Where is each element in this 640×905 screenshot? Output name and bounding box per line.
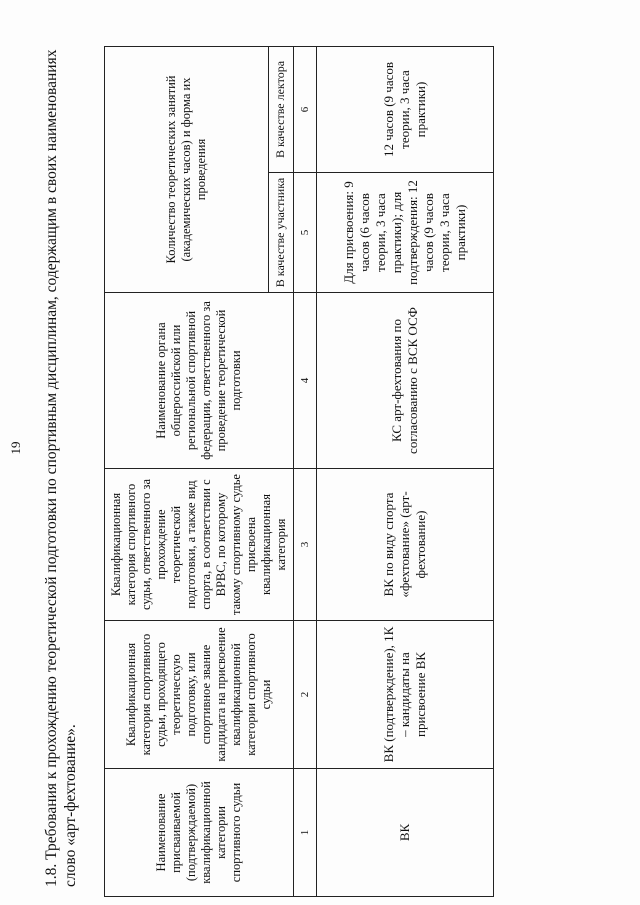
column-number: 1 (294, 769, 317, 897)
cell-responsible-judge: ВК по виду спорта «фехтование» (арт-фехтование) (317, 469, 494, 621)
cell-federation-body: КС арт-фехтования по согласованию с ВСК ОСФ (317, 293, 494, 469)
header-theory-hours: Количество теоретических занятий (академических часов) и форма их проведения (105, 46, 269, 292)
page-number: 19 (8, 441, 23, 455)
subheader-lecturer: В качестве лектора (268, 46, 293, 172)
requirements-table (104, 46, 494, 897)
column-number: 2 (294, 621, 317, 769)
column-number: 3 (294, 469, 317, 621)
column-number: 4 (294, 293, 317, 469)
column-number: 6 (294, 46, 317, 172)
section-caption: 1.8. Требования к прохождению теоретической подготовки по спортивным дисциплинам, содержащим в своих наименованиях слово «арт-фехтование». (43, 49, 79, 887)
header-category-name: Наименование присваиваемой (подтверждаемой) квалификационной категории спортивного судьи (105, 769, 294, 897)
cell-lecturer-hours: 12 часов (9 часов теории, 3 часа практики) (317, 46, 494, 172)
subheader-participant: В качестве участника (268, 173, 293, 293)
header-candidate-category: Квалификационная категория спортивного судьи, проходящего теоретическую подготовку, или спортивное звание кандидата на присвоение квалификационной категории спортивного судьи (105, 621, 294, 769)
cell-candidate-category: ВК (подтверждение), 1К – кандидаты на присвоение ВК (317, 621, 494, 769)
header-responsible-judge: Квалификационная категория спортивного судьи, ответственного за прохождение теоретической подготовки, а также вид спорта, в соответствии с ВРВС, по которому такому спортивному судье присвоена квалификационная категория (105, 469, 294, 621)
cell-category: ВК (317, 769, 494, 897)
header-federation-body: Наименование органа общероссийской или региональной спортивной федерации, ответственного за проведение теоретической подготовки (105, 293, 294, 469)
table-row (317, 46, 494, 896)
cell-participant-hours: Для присвоения: 9 часов (6 часов теории, 3 часа практики); для подтверждения: 12 часов (9 часов теории, 3 часа практики) (317, 173, 494, 293)
table-number-row (294, 46, 317, 896)
table-header-row (105, 46, 269, 896)
column-number: 5 (294, 173, 317, 293)
